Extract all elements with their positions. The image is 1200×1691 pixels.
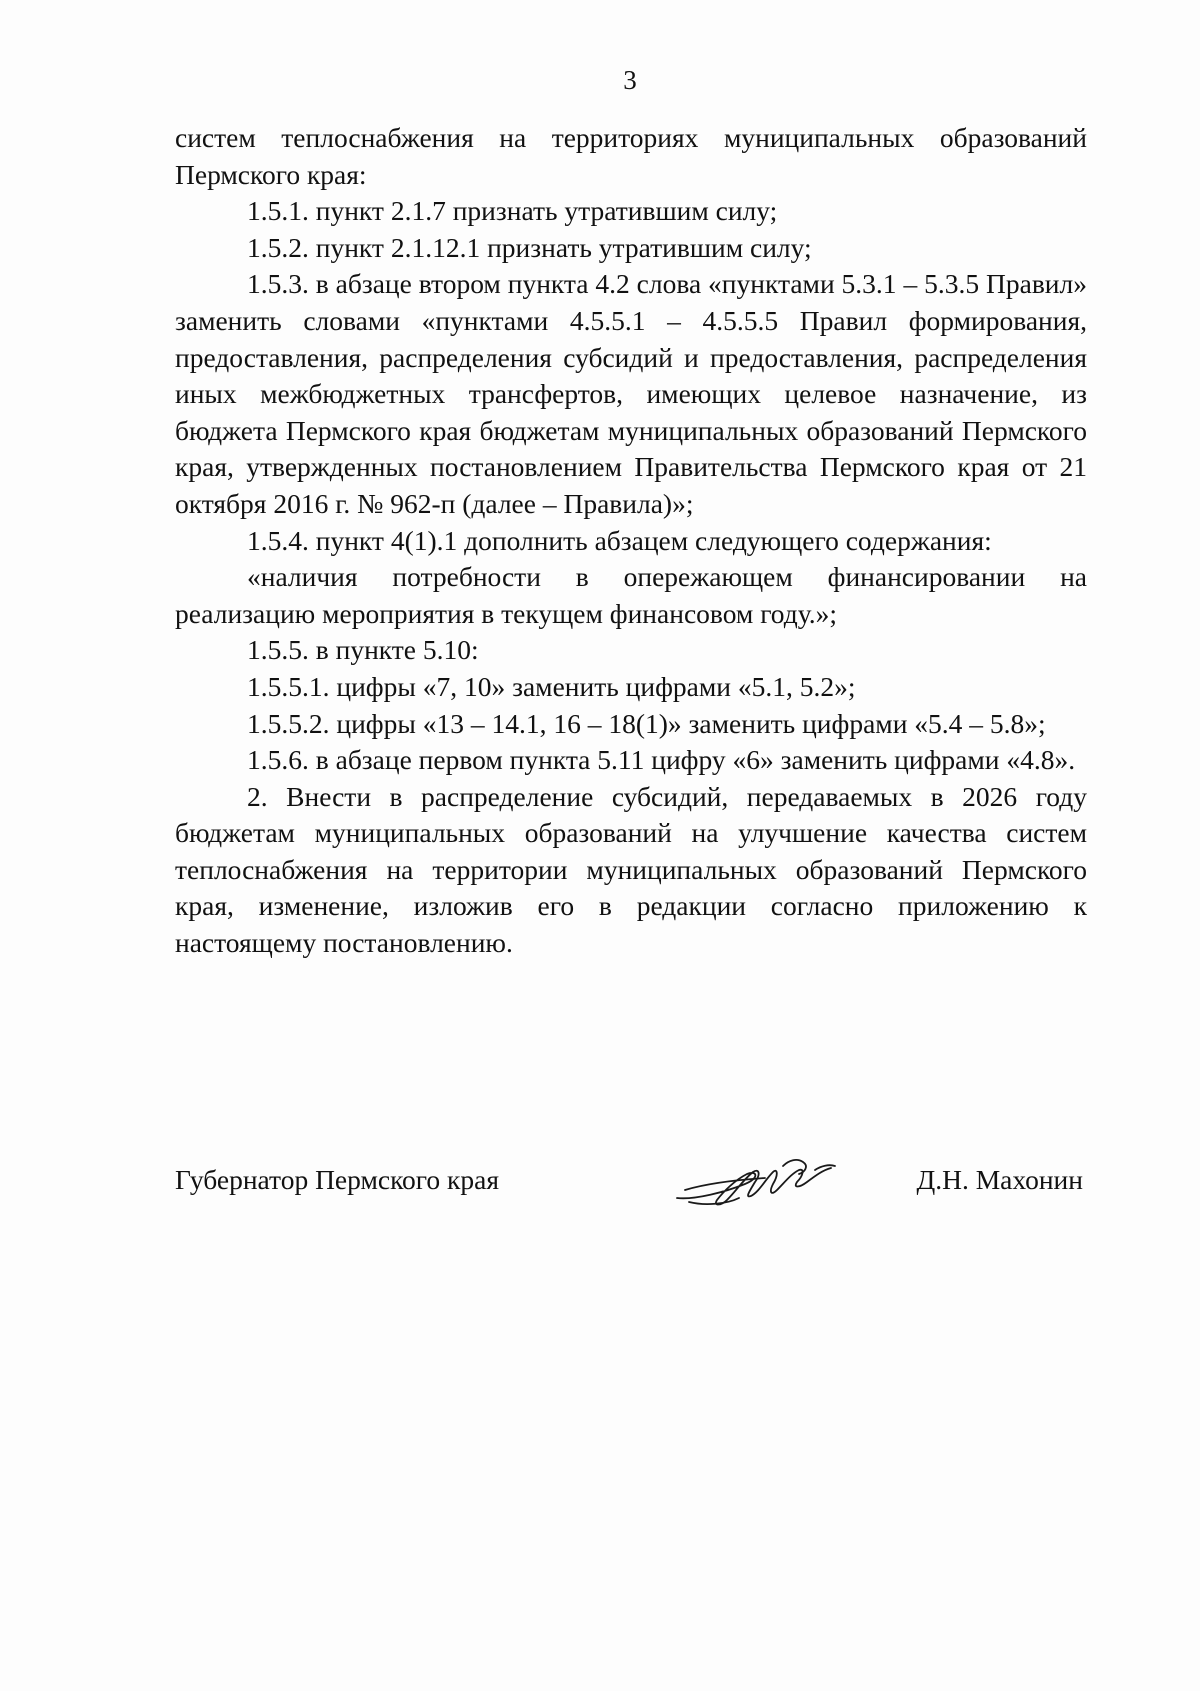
paragraph: систем теплоснабжения на территориях муниципальных образований Пермского края: bbox=[175, 122, 1087, 190]
document-body bbox=[175, 120, 1087, 962]
paragraph: 1.5.3. в абзаце втором пункта 4.2 слова «пунктами 5.3.1 – 5.3.5 Правил» заменить словами «пунктами 4.5.5.1 – 4.5.5.5 Правил формирования, предоставления, распределения субсидий и предоставления, распределения иных межбюджетных трансфертов, имеющих целевое назначение, из бюджета Пермского края бюджетам муниципальных образований Пермского края, утвержденных постановлением Правительства Пермского края от 21 октября 2016 г. № 962-п (далее – Правила)»; bbox=[175, 268, 1087, 519]
paragraph: 2. Внести в распределение субсидий, передаваемых в 2026 году бюджетам муниципальных образований на улучшение качества систем теплоснабжения на территории муниципальных образований Пермского края, изменение, изложив его в редакции согласно приложению к настоящему постановлению. bbox=[175, 780, 1087, 959]
paragraph: 1.5.5. в пункте 5.10: bbox=[247, 634, 479, 666]
paragraph: 1.5.1. пункт 2.1.7 признать утратившим силу; bbox=[247, 195, 778, 227]
paragraph: 1.5.4. пункт 4(1).1 дополнить абзацем следующего содержания: bbox=[247, 524, 992, 556]
paragraph: 1.5.6. в абзаце первом пункта 5.11 цифру «6» заменить цифрами «4.8». bbox=[247, 744, 1076, 776]
handwritten-signature-icon bbox=[665, 1140, 845, 1220]
paragraph: 1.5.5.2. цифры «13 – 14.1, 16 – 18(1)» заменить цифрами «5.4 – 5.8»; bbox=[247, 707, 1046, 739]
signer-title: Губернатор Пермского края bbox=[175, 1164, 499, 1195]
signature-block bbox=[175, 1162, 1087, 1242]
paragraph: 1.5.5.1. цифры «7, 10» заменить цифрами «5.1, 5.2»; bbox=[247, 670, 856, 702]
paragraph: «наличия потребности в опережающем финансировании на реализацию мероприятия в текущем финансовом году.»; bbox=[175, 561, 1087, 629]
paragraph: 1.5.2. пункт 2.1.12.1 признать утратившим силу; bbox=[247, 231, 812, 263]
page-number: 3 bbox=[623, 65, 637, 95]
signer-name: Д.Н. Махонин bbox=[916, 1164, 1083, 1195]
